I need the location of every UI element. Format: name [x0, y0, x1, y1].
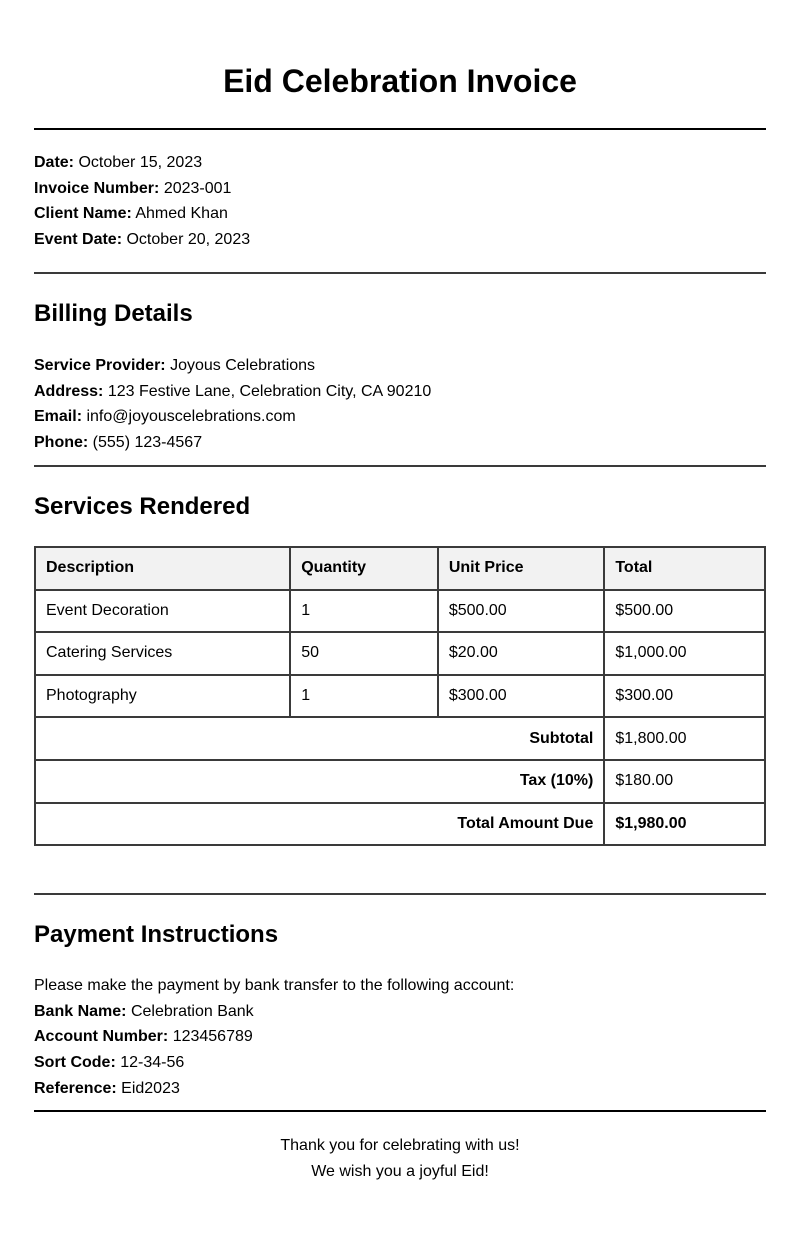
billing-provider-value: Joyous Celebrations — [170, 357, 316, 374]
cell-total: $1,000.00 — [604, 632, 765, 675]
payment-bank-name-value: Celebration Bank — [130, 1002, 254, 1020]
payment-sort-code — [34, 1050, 766, 1076]
payment-heading: Payment Instructions — [34, 921, 279, 948]
billing-email-label: Email: — [34, 408, 83, 426]
billing-provider — [34, 353, 766, 379]
meta-client-name-label: Client Name: — [34, 205, 132, 223]
payment-bank-name — [34, 999, 766, 1025]
billing-phone — [34, 430, 766, 456]
payment-account-number — [34, 1024, 766, 1050]
payment-details — [34, 973, 766, 1102]
cell-description: Event Decoration — [35, 590, 290, 633]
payment-account-number-label: Account Number: — [34, 1028, 169, 1046]
subtotal-row — [35, 717, 765, 760]
payment-sort-code-value: 12-34-56 — [120, 1054, 185, 1072]
billing-divider — [34, 465, 766, 467]
cell-unit-price: $300.00 — [438, 675, 605, 718]
meta-event-date-value: October 20, 2023 — [126, 231, 251, 249]
meta-divider — [34, 272, 766, 274]
column-header-description: Description — [35, 547, 290, 590]
payment-account-number-value: 123456789 — [172, 1028, 253, 1046]
services-table — [34, 546, 766, 846]
meta-invoice-number — [34, 176, 766, 202]
total-due-label: Total Amount Due — [35, 803, 604, 846]
payment-sort-code-label: Sort Code: — [34, 1054, 116, 1072]
footer-thanks: Thank you for celebrating with us! — [280, 1137, 520, 1154]
payment-reference-value: Eid2023 — [121, 1079, 180, 1097]
header-divider — [34, 128, 766, 130]
billing-provider-label: Service Provider: — [34, 357, 166, 374]
subtotal-label: Subtotal — [35, 717, 604, 760]
table-row — [35, 632, 765, 675]
footer-divider — [34, 1110, 766, 1112]
cell-description: Catering Services — [35, 632, 290, 675]
meta-date — [34, 150, 766, 176]
subtotal-value: $1,800.00 — [604, 717, 765, 760]
column-header-unit-price: Unit Price — [438, 547, 605, 590]
total-due-value: $1,980.00 — [604, 803, 765, 846]
invoice-title: Eid Celebration Invoice — [223, 63, 577, 99]
billing-details — [34, 353, 766, 456]
tax-label: Tax (10%) — [35, 760, 604, 803]
cell-total: $500.00 — [604, 590, 765, 633]
meta-event-date-label: Event Date: — [34, 231, 123, 249]
billing-address-label: Address: — [34, 382, 104, 400]
cell-description: Photography — [35, 675, 290, 718]
tax-row — [35, 760, 765, 803]
table-row — [35, 675, 765, 718]
cell-quantity: 1 — [290, 675, 438, 718]
billing-phone-value: (555) 123-4567 — [92, 434, 203, 452]
billing-address — [34, 379, 766, 405]
cell-unit-price: $500.00 — [438, 590, 605, 633]
cell-quantity: 1 — [290, 590, 438, 633]
meta-invoice-number-label: Invoice Number: — [34, 179, 160, 197]
meta-date-value: October 15, 2023 — [78, 154, 203, 171]
meta-client-name — [34, 201, 766, 227]
billing-heading: Billing Details — [34, 300, 193, 327]
footer-wish: We wish you a joyful Eid! — [311, 1163, 489, 1180]
meta-invoice-number-value: 2023-001 — [163, 179, 232, 197]
payment-bank-name-label: Bank Name: — [34, 1002, 127, 1020]
cell-quantity: 50 — [290, 632, 438, 675]
payment-reference — [34, 1076, 766, 1102]
billing-email-value: info@joyouscelebrations.com — [86, 408, 296, 426]
meta-client-name-value: Ahmed Khan — [135, 205, 228, 223]
meta-date-label: Date: — [34, 154, 75, 171]
column-header-quantity: Quantity — [290, 547, 438, 590]
footer-message — [0, 1133, 800, 1185]
cell-total: $300.00 — [604, 675, 765, 718]
table-row — [35, 590, 765, 633]
billing-email — [34, 404, 766, 430]
services-heading: Services Rendered — [34, 493, 251, 520]
total-due-row — [35, 803, 765, 846]
billing-address-value: 123 Festive Lane, Celebration City, CA 90210 — [107, 382, 432, 400]
cell-unit-price: $20.00 — [438, 632, 605, 675]
table-header-row — [35, 547, 765, 590]
tax-value: $180.00 — [604, 760, 765, 803]
payment-reference-label: Reference: — [34, 1079, 117, 1097]
meta-event-date — [34, 227, 766, 253]
billing-phone-label: Phone: — [34, 434, 89, 452]
services-divider — [34, 893, 766, 895]
column-header-total: Total — [604, 547, 765, 590]
payment-intro: Please make the payment by bank transfer to the following account: — [34, 977, 515, 994]
invoice-meta — [34, 150, 766, 253]
